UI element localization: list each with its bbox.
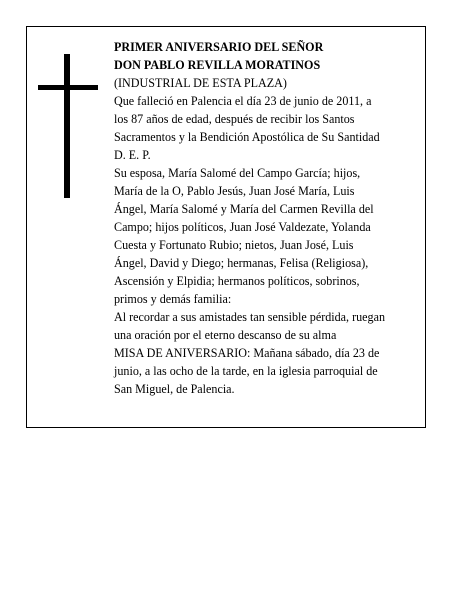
notice-body-line: Ascensión y Elpidia; hermanos políticos, sobrinos, bbox=[114, 274, 360, 288]
notice-body-line: Que falleció en Palencia el día 23 de junio de 2011, a bbox=[114, 94, 372, 108]
notice-body-line: María de la O, Pablo Jesús, Juan José María, Luis bbox=[114, 184, 355, 198]
notice-body-line: junio, a las ocho de la tarde, en la iglesia parroquial de bbox=[114, 364, 378, 378]
notice-body-line: primos y demás familia: bbox=[114, 292, 232, 306]
notice-body-line: Cuesta y Fortunato Rubio; nietos, Juan José, Luis bbox=[114, 238, 354, 252]
obituary-text bbox=[114, 38, 424, 398]
notice-body-line: Ángel, María Salomé y María del Carmen Revilla del bbox=[114, 202, 374, 216]
notice-body-line: Ángel, David y Diego; hermanas, Felisa (Religiosa), bbox=[114, 256, 369, 270]
notice-body-line: Al recordar a sus amistades tan sensible pérdida, ruegan bbox=[114, 310, 386, 324]
cross-horizontal-bar bbox=[38, 85, 98, 90]
notice-body-line: Sacramentos y la Bendición Apostólica de Su Santidad bbox=[114, 130, 380, 144]
notice-heading-line-2: DON PABLO REVILLA MORATINOS bbox=[114, 58, 321, 72]
notice-heading-line-1: PRIMER ANIVERSARIO DEL SEÑOR bbox=[114, 40, 324, 54]
notice-body-line: (INDUSTRIAL DE ESTA PLAZA) bbox=[114, 76, 287, 90]
notice-body-line: San Miguel, de Palencia. bbox=[114, 382, 235, 396]
notice-body-line: D. E. P. bbox=[114, 148, 151, 162]
notice-body-line: Su esposa, María Salomé del Campo García; hijos, bbox=[114, 166, 361, 180]
cross-icon bbox=[38, 54, 98, 198]
cross-vertical-bar bbox=[64, 54, 70, 198]
notice-body-line: Campo; hijos políticos, Juan José Valdezate, Yolanda bbox=[114, 220, 371, 234]
notice-body-line: una oración por el eterno descanso de su alma bbox=[114, 328, 337, 342]
notice-body-line: los 87 años de edad, después de recibir los Santos bbox=[114, 112, 355, 126]
notice-body-line: MISA DE ANIVERSARIO: Mañana sábado, día 23 de bbox=[114, 346, 380, 360]
